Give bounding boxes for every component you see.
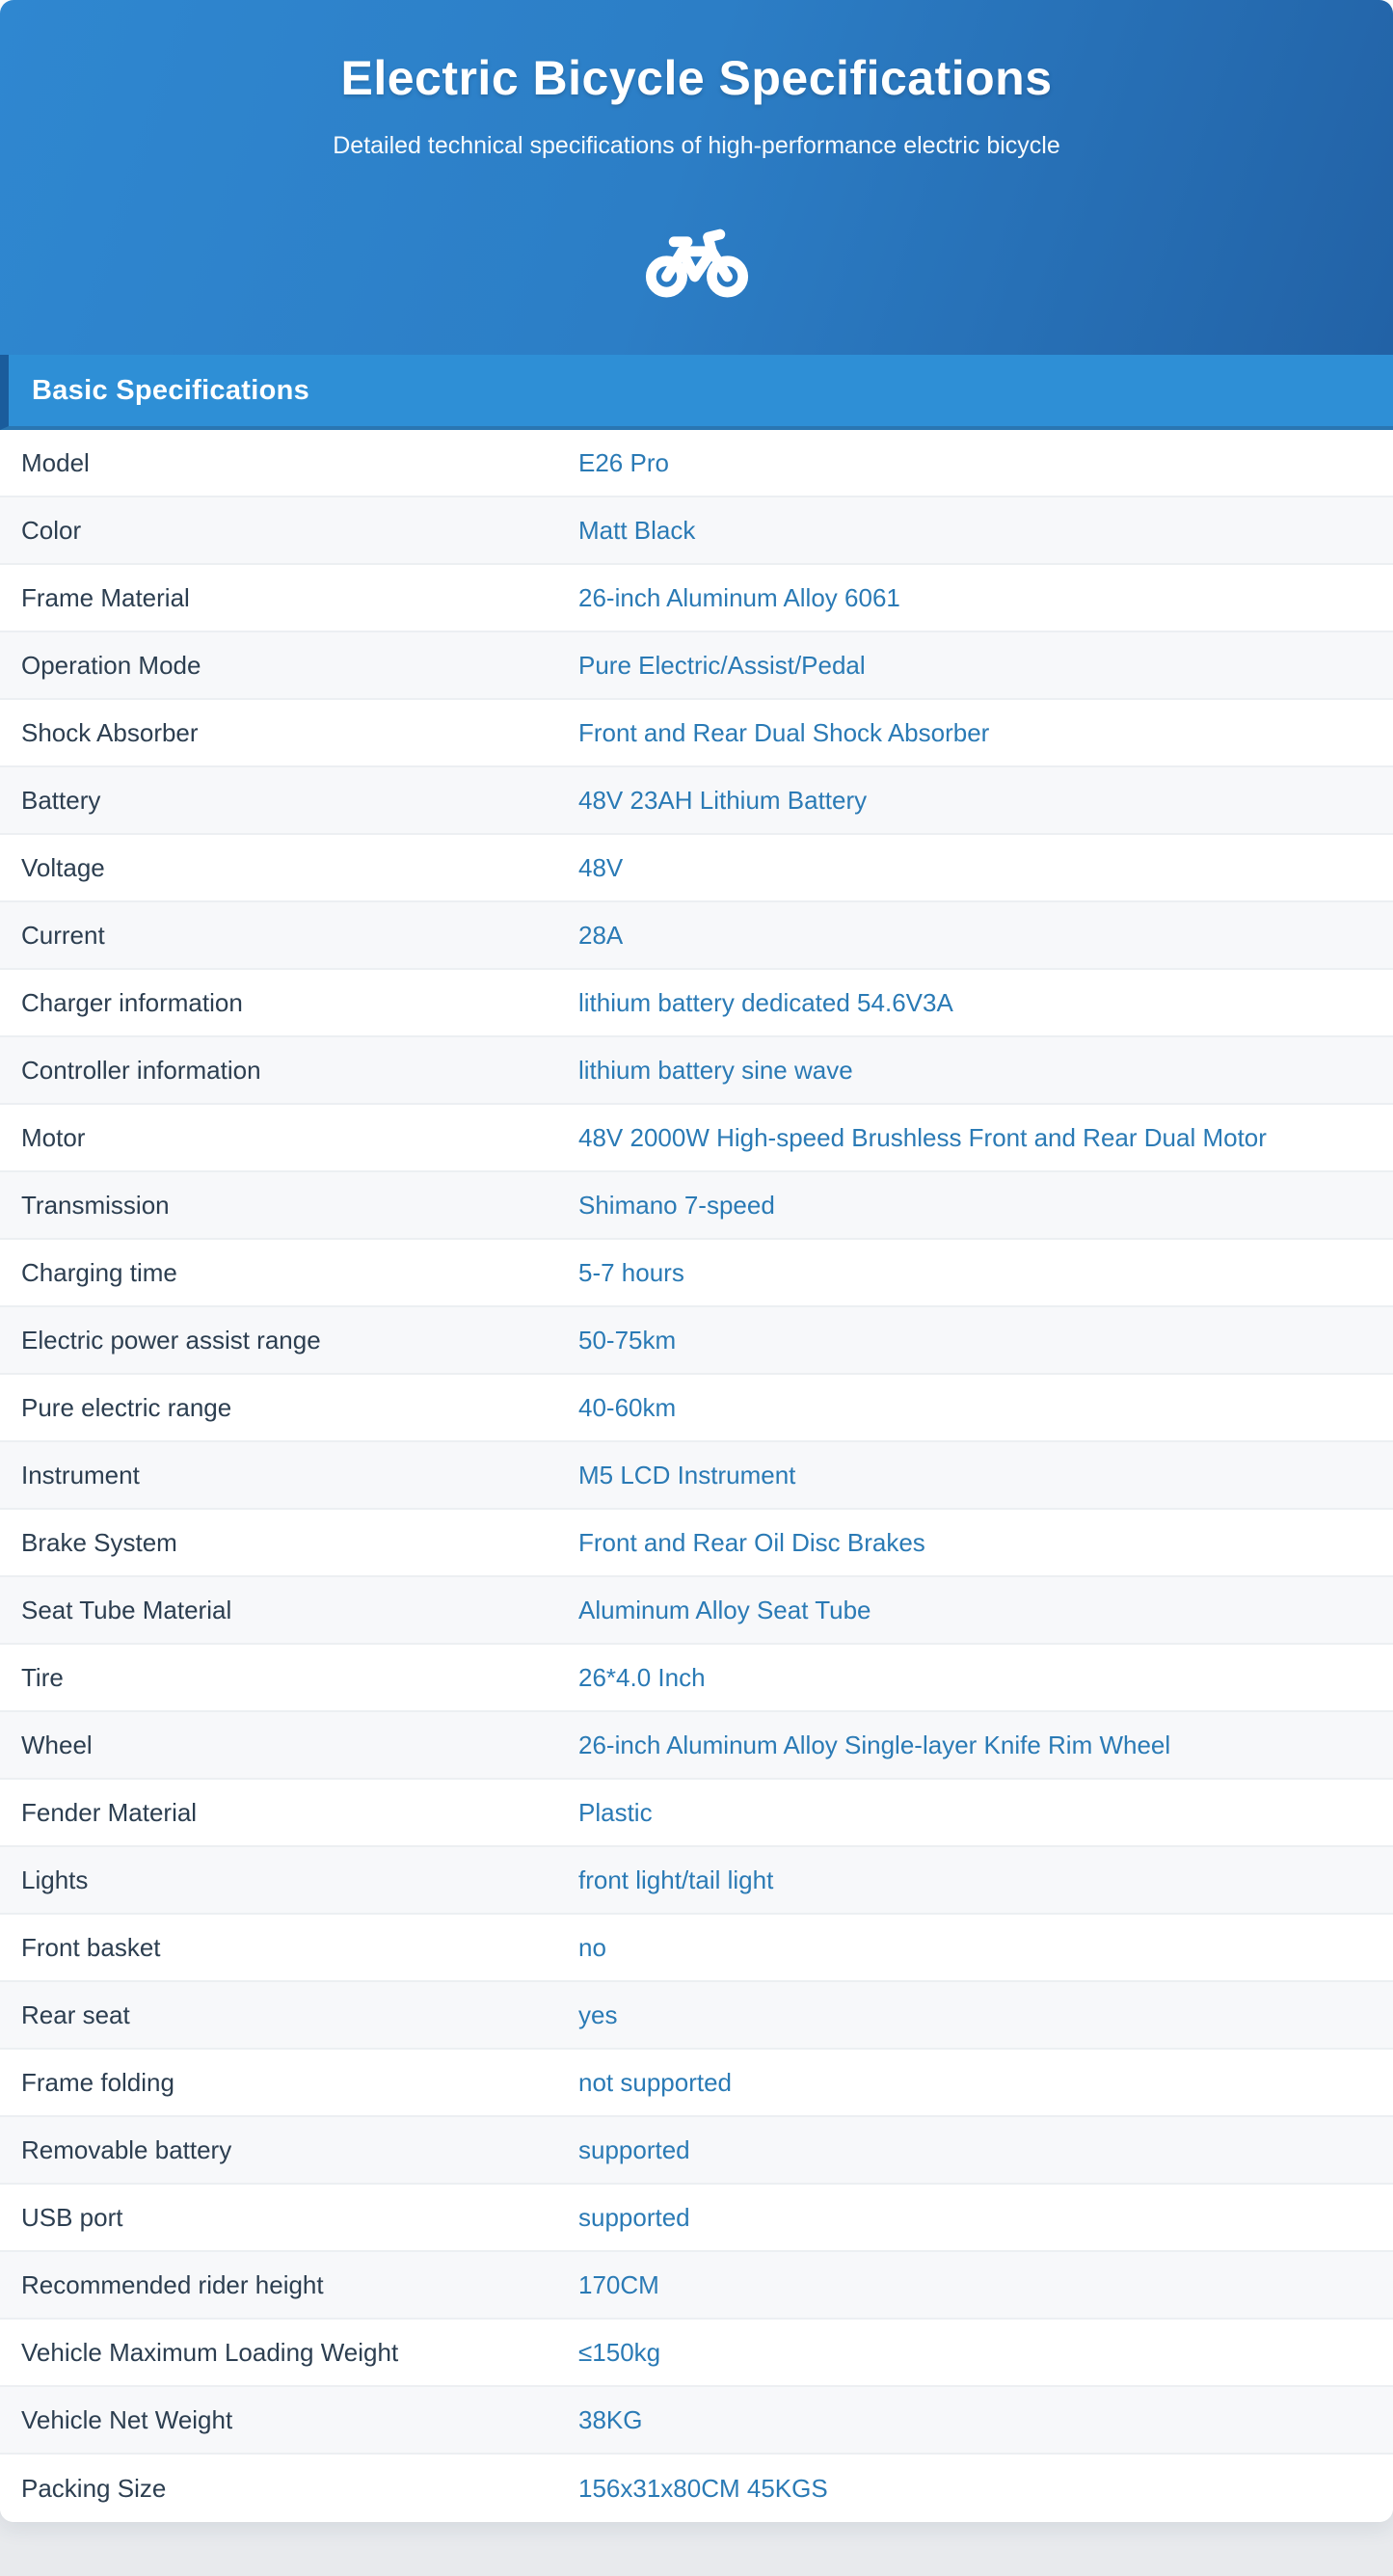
table-row bbox=[0, 2252, 1393, 2320]
spec-label: Operation Mode bbox=[21, 650, 201, 680]
spec-value: supported bbox=[578, 2202, 690, 2232]
table-row bbox=[0, 1037, 1393, 1105]
spec-value: Front and Rear Oil Disc Brakes bbox=[578, 1527, 925, 1557]
bicycle-icon bbox=[0, 222, 1393, 299]
spec-label: Pure electric range bbox=[21, 1392, 232, 1422]
spec-value: lithium battery sine wave bbox=[578, 1055, 853, 1085]
spec-label: USB port bbox=[21, 2202, 123, 2232]
table-row bbox=[0, 835, 1393, 902]
spec-value: E26 Pro bbox=[578, 447, 669, 477]
spec-label: Charger information bbox=[21, 987, 243, 1017]
spec-value: Pure Electric/Assist/Pedal bbox=[578, 650, 866, 680]
spec-value: supported bbox=[578, 2134, 690, 2164]
spec-value: ≤150kg bbox=[578, 2337, 661, 2367]
spec-label: Instrument bbox=[21, 1460, 140, 1489]
table-row bbox=[0, 565, 1393, 632]
section-header-basic-specifications bbox=[0, 355, 1393, 430]
page-subtitle: Detailed technical specifications of high-performance electric bicycle bbox=[333, 132, 1060, 159]
spec-label: Battery bbox=[21, 785, 101, 815]
spec-value: 28A bbox=[578, 920, 624, 950]
table-row bbox=[0, 1645, 1393, 1712]
spec-label: Electric power assist range bbox=[21, 1325, 321, 1355]
table-row bbox=[0, 1847, 1393, 1915]
spec-label: Tire bbox=[21, 1662, 64, 1692]
spec-value: Front and Rear Dual Shock Absorber bbox=[578, 717, 990, 747]
table-row bbox=[0, 1240, 1393, 1307]
table-row bbox=[0, 2050, 1393, 2117]
table-row bbox=[0, 970, 1393, 1037]
spec-value: 26*4.0 Inch bbox=[578, 1662, 706, 1692]
spec-label: Model bbox=[21, 447, 90, 477]
table-row bbox=[0, 2185, 1393, 2252]
spec-label: Recommended rider height bbox=[21, 2269, 324, 2299]
spec-value: 156x31x80CM 45KGS bbox=[578, 2473, 828, 2503]
spec-value: 26-inch Aluminum Alloy Single-layer Knife Rim Wheel bbox=[578, 1730, 1171, 1759]
spec-label: Transmission bbox=[21, 1190, 170, 1220]
table-row bbox=[0, 632, 1393, 700]
spec-label: Voltage bbox=[21, 852, 105, 882]
section-title: Basic Specifications bbox=[32, 374, 310, 406]
spec-value: 48V 23AH Lithium Battery bbox=[578, 785, 868, 815]
spec-label: Frame Material bbox=[21, 582, 190, 612]
spec-value: no bbox=[578, 1932, 606, 1962]
table-row bbox=[0, 2117, 1393, 2185]
spec-label: Current bbox=[21, 920, 105, 950]
spec-label: Color bbox=[21, 515, 82, 545]
spec-label: Packing Size bbox=[21, 2473, 167, 2503]
spec-value: front light/tail light bbox=[578, 1865, 774, 1894]
page-title: Electric Bicycle Specifications bbox=[340, 51, 1053, 105]
table-row bbox=[0, 1105, 1393, 1172]
table-row bbox=[0, 2387, 1393, 2455]
spec-value: Matt Black bbox=[578, 515, 696, 545]
table-row bbox=[0, 902, 1393, 970]
table-row bbox=[0, 1172, 1393, 1240]
page-header bbox=[0, 0, 1393, 355]
spec-value: 40-60km bbox=[578, 1392, 677, 1422]
table-row bbox=[0, 1577, 1393, 1645]
spec-label: Controller information bbox=[21, 1055, 261, 1085]
spec-label: Brake System bbox=[21, 1527, 177, 1557]
spec-value: M5 LCD Instrument bbox=[578, 1460, 796, 1489]
spec-value: yes bbox=[578, 1999, 618, 2029]
spec-label: Motor bbox=[21, 1122, 86, 1152]
table-row bbox=[0, 2320, 1393, 2387]
spec-value: 48V bbox=[578, 852, 624, 882]
table-row bbox=[0, 1442, 1393, 1510]
spec-table bbox=[0, 430, 1393, 2522]
spec-value: Shimano 7-speed bbox=[578, 1190, 775, 1220]
table-row bbox=[0, 430, 1393, 497]
spec-value: 48V 2000W High-speed Brushless Front and Rear Dual Motor bbox=[578, 1122, 1267, 1152]
table-row bbox=[0, 1307, 1393, 1375]
spec-value: 50-75km bbox=[578, 1325, 677, 1355]
spec-label: Front basket bbox=[21, 1932, 161, 1962]
spec-value: Plastic bbox=[578, 1797, 653, 1827]
spec-value: 26-inch Aluminum Alloy 6061 bbox=[578, 582, 900, 612]
spec-value: not supported bbox=[578, 2067, 733, 2097]
table-row bbox=[0, 1780, 1393, 1847]
spec-label: Rear seat bbox=[21, 1999, 130, 2029]
spec-label: Frame folding bbox=[21, 2067, 174, 2097]
spec-value: lithium battery dedicated 54.6V3A bbox=[578, 987, 953, 1017]
spec-value: 38KG bbox=[578, 2404, 643, 2434]
spec-label: Shock Absorber bbox=[21, 717, 199, 747]
spec-label: Fender Material bbox=[21, 1797, 198, 1827]
spec-label: Removable battery bbox=[21, 2134, 232, 2164]
spec-label: Lights bbox=[21, 1865, 89, 1894]
table-row bbox=[0, 767, 1393, 835]
table-row bbox=[0, 1712, 1393, 1780]
table-row bbox=[0, 2455, 1393, 2522]
table-row bbox=[0, 1915, 1393, 1982]
spec-value: 170CM bbox=[578, 2269, 659, 2299]
spec-label: Charging time bbox=[21, 1257, 177, 1287]
table-row bbox=[0, 497, 1393, 565]
spec-value: Aluminum Alloy Seat Tube bbox=[578, 1595, 871, 1624]
spec-label: Wheel bbox=[21, 1730, 93, 1759]
table-row bbox=[0, 700, 1393, 767]
table-row bbox=[0, 1375, 1393, 1442]
spec-label: Vehicle Net Weight bbox=[21, 2404, 233, 2434]
table-row bbox=[0, 1510, 1393, 1577]
spec-label: Vehicle Maximum Loading Weight bbox=[21, 2337, 399, 2367]
spec-label: Seat Tube Material bbox=[21, 1595, 232, 1624]
table-row bbox=[0, 1982, 1393, 2050]
spec-value: 5-7 hours bbox=[578, 1257, 684, 1287]
